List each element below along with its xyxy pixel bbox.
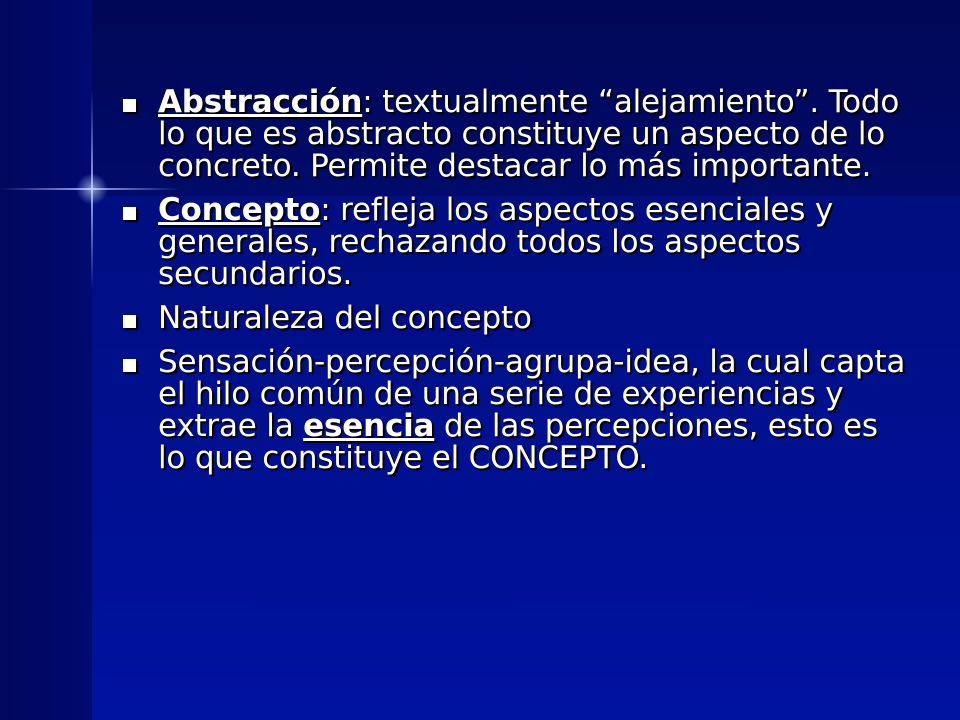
bullet-sensacion (118, 346, 908, 474)
square-bullet-icon (123, 99, 136, 112)
light-flare-glow-icon (76, 173, 108, 205)
square-bullet-icon (123, 207, 136, 220)
term-abstraccion: Abstracción (158, 84, 363, 120)
bullet-text-after: de las percepciones, esto es lo que constituye el CONCEPTO. (158, 408, 878, 476)
bullet-text: refleja los aspectos esenciales y generales, rechazando todos los aspectos secundarios. (158, 192, 834, 292)
term-concepto: Concepto (158, 192, 321, 228)
bullet-text: textualmente “alejamiento”. Todo lo que es abstracto constituye un aspecto de lo concreto. Permite destacar lo más importante. (158, 84, 900, 184)
separator: : (362, 84, 373, 120)
square-bullet-icon (123, 359, 136, 372)
bullet-naturaleza (118, 302, 908, 334)
term-esencia: esencia (303, 408, 435, 444)
bullet-list (118, 86, 908, 486)
bullet-text: Naturaleza del concepto (158, 300, 532, 336)
bullet-abstraccion (118, 86, 908, 182)
bullet-text: Sensación-percepción-agrupa-idea, la cual capta el hilo común de una serie de experiencias y extrae la (158, 344, 906, 444)
bullet-concepto (118, 194, 908, 290)
left-band (0, 0, 92, 720)
square-bullet-icon (123, 315, 136, 328)
separator: : (320, 192, 331, 228)
